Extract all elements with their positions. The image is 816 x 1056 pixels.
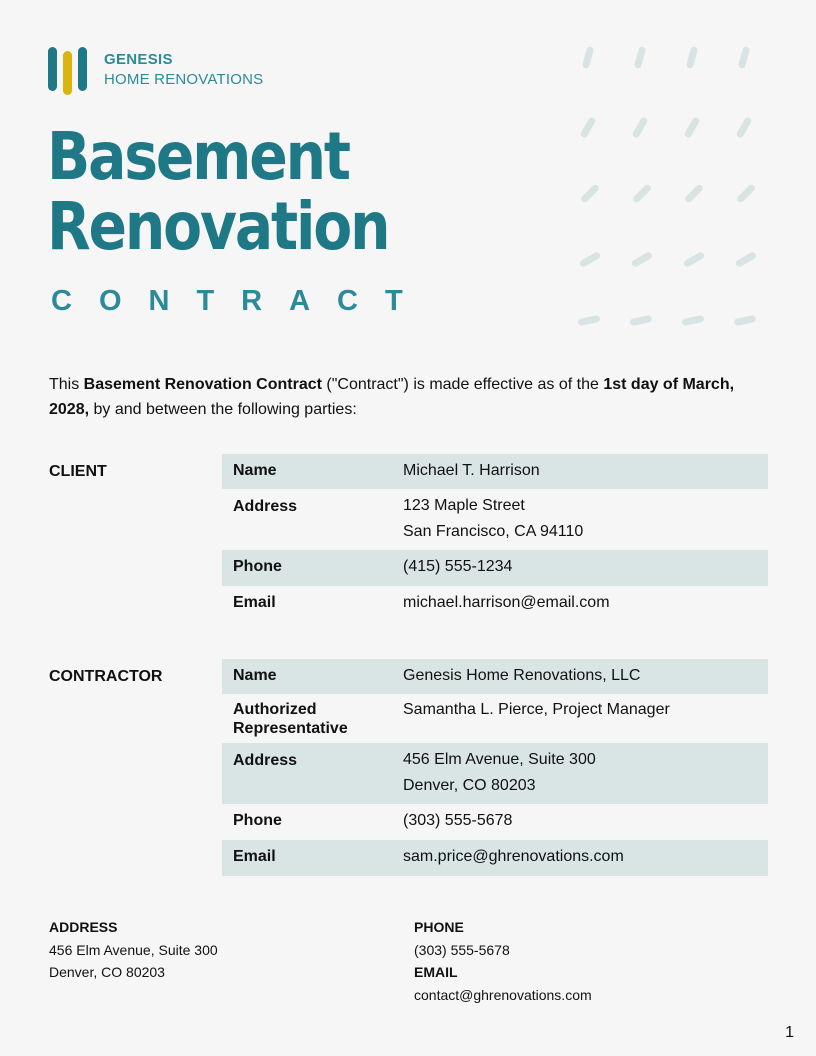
table-row	[222, 743, 768, 804]
value-line: (415) 555-1234	[403, 558, 513, 575]
table-row	[222, 454, 768, 489]
dash-decoration	[579, 116, 596, 139]
dash-decoration	[580, 183, 601, 204]
document-title	[47, 118, 389, 265]
table-row	[222, 804, 768, 840]
dash-decoration	[630, 315, 653, 326]
company-logo	[48, 47, 288, 97]
table-row	[222, 694, 768, 743]
client-phone-key: Phone	[233, 558, 282, 575]
contractor-rep-value	[403, 700, 768, 743]
contractor-phone-value	[403, 812, 768, 840]
dash-decoration	[683, 116, 700, 139]
contractor-email-value	[403, 848, 768, 876]
intro-bold-date: 1st day of March, 2028,	[49, 376, 735, 418]
contractor-address-key: Address	[233, 752, 298, 769]
table-row	[222, 489, 768, 550]
client-email-key: Email	[233, 594, 276, 611]
client-address-key: Address	[233, 498, 298, 515]
intro-text: This	[49, 376, 84, 393]
dash-decoration	[579, 251, 602, 268]
logo-bar-icon	[78, 47, 87, 91]
value-line: Denver, CO 80203	[403, 777, 536, 794]
client-name-key: Name	[233, 462, 277, 479]
dash-decoration	[578, 315, 601, 326]
value-line: sam.price@ghrenovations.com	[403, 848, 624, 865]
contractor-rep-key: Authorized Representative	[233, 701, 348, 737]
client-label: CLIENT	[49, 463, 107, 480]
intro-text: ("Contract") is made effective as of the	[321, 376, 604, 393]
title-line1: Basement	[47, 118, 349, 195]
footer-phone-label: PHONE	[414, 919, 464, 935]
logo-bar-icon	[48, 47, 57, 91]
table-row	[222, 550, 768, 586]
dash-decoration	[634, 46, 646, 69]
contractor-phone-key: Phone	[233, 812, 282, 829]
dash-decoration	[632, 183, 653, 204]
dash-decoration	[682, 315, 705, 326]
footer-address-line1: 456 Elm Avenue, Suite 300	[49, 941, 218, 958]
value-line: 456 Elm Avenue, Suite 300	[403, 751, 596, 768]
dash-decoration	[734, 315, 757, 326]
dash-decoration	[684, 183, 705, 204]
client-table	[222, 454, 768, 622]
table-row	[222, 586, 768, 622]
dash-decoration	[735, 116, 752, 139]
client-name-value	[403, 462, 768, 489]
contractor-name-key: Name	[233, 667, 277, 684]
value-line: Michael T. Harrison	[403, 462, 540, 479]
dash-decoration	[683, 251, 706, 268]
contractor-name-value	[403, 667, 768, 694]
title-line2: Renovation	[47, 188, 389, 265]
dash-decoration	[738, 46, 750, 69]
footer-address-block	[49, 916, 218, 984]
dash-decoration	[631, 116, 648, 139]
logo-bar-icon	[63, 51, 72, 95]
footer-contact-block	[414, 916, 592, 1006]
client-address-value	[403, 493, 768, 550]
intro-paragraph	[49, 372, 769, 422]
logo-name-line1: GENESIS	[104, 51, 173, 68]
contractor-address-value	[403, 747, 768, 804]
logo-name-line2: HOME RENOVATIONS	[104, 71, 264, 88]
value-line: Samantha L. Pierce, Project Manager	[403, 701, 670, 718]
value-line: 123 Maple Street	[403, 497, 525, 514]
value-line: (303) 555-5678	[403, 812, 513, 829]
dash-decoration	[735, 251, 758, 268]
value-line: Genesis Home Renovations, LLC	[403, 667, 641, 684]
page-number: 1	[785, 1024, 794, 1041]
intro-text: by and between the following parties:	[89, 401, 357, 418]
client-phone-value	[403, 558, 768, 586]
client-email-value	[403, 594, 768, 622]
table-row	[222, 659, 768, 694]
dash-decoration	[631, 251, 654, 268]
dash-decoration	[582, 46, 594, 69]
dash-decoration	[686, 46, 698, 69]
dash-decoration	[736, 183, 757, 204]
contractor-table	[222, 659, 768, 876]
contractor-label: CONTRACTOR	[49, 668, 163, 685]
table-row	[222, 840, 768, 876]
value-line: michael.harrison@email.com	[403, 594, 610, 611]
footer-email: contact@ghrenovations.com	[414, 986, 592, 1003]
document-subtitle: CONTRACT	[51, 285, 430, 317]
footer-email-label: EMAIL	[414, 964, 458, 980]
footer-address-label: ADDRESS	[49, 919, 118, 935]
value-line: San Francisco, CA 94110	[403, 523, 584, 540]
footer-phone: (303) 555-5678	[414, 941, 510, 958]
decorative-dash-pattern	[570, 40, 770, 340]
footer-address-line2: Denver, CO 80203	[49, 964, 165, 980]
contractor-email-key: Email	[233, 848, 276, 865]
intro-bold-contract: Basement Renovation Contract	[83, 376, 322, 393]
